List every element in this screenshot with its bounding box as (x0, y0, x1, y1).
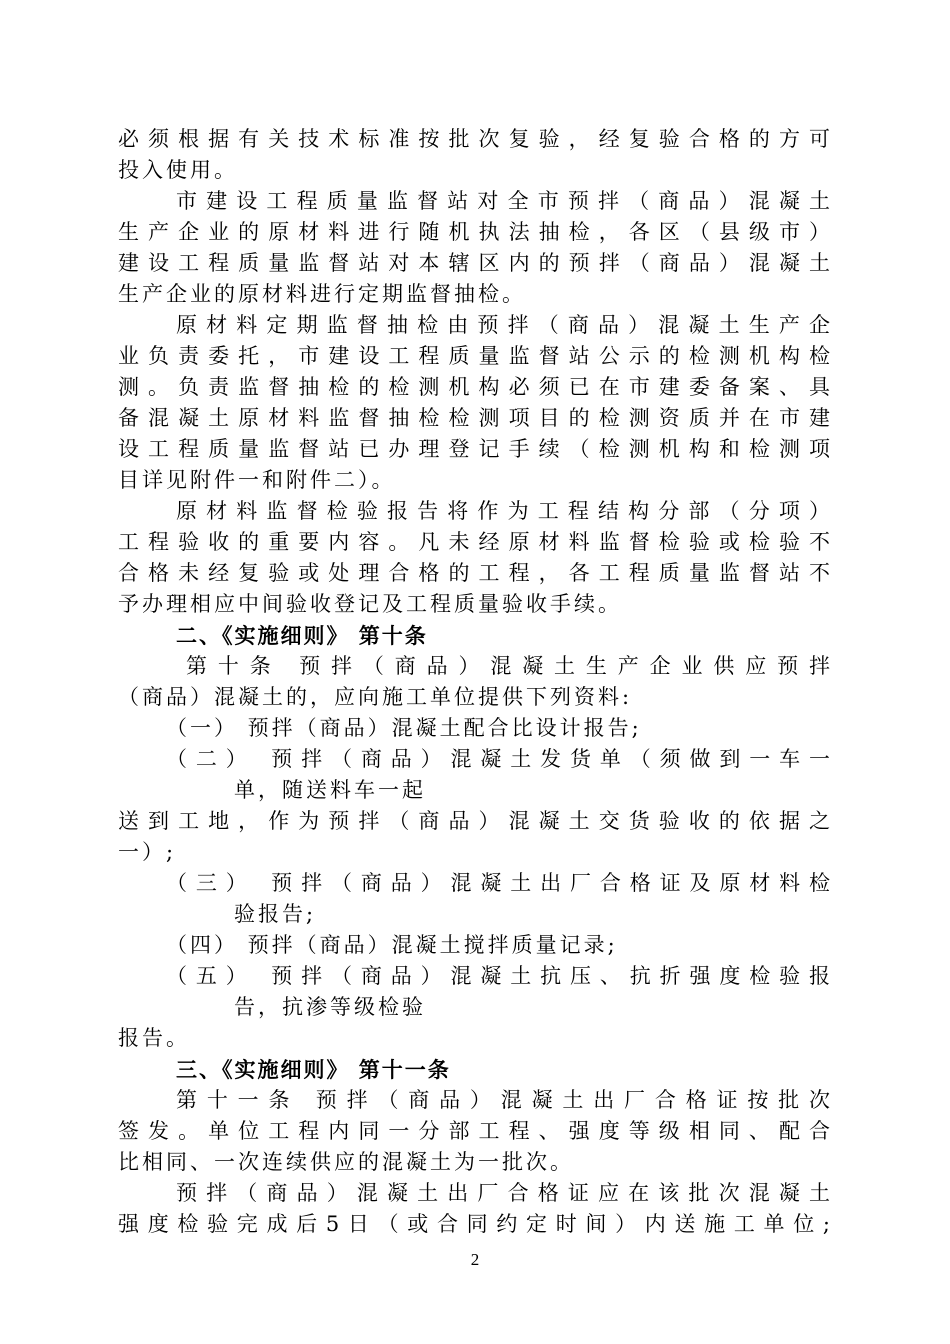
list-item-continuation: 告，抗渗等级检验 (234, 995, 426, 1019)
paragraph-line: 强度检验完成后5日（或合同约定时间）内送施工单位; (118, 1212, 830, 1236)
page-number: 2 (470, 1250, 480, 1269)
paragraph-line: 建设工程质量监督站对本辖区内的预拌（商品）混凝土 (118, 251, 830, 275)
paragraph-line: 第十一条 预拌（商品）混凝土出厂合格证按批次 (176, 1088, 830, 1112)
paragraph-line: 目详见附件一和附件二）。 (118, 468, 396, 492)
paragraph-line: 送到工地，作为预拌（商品）混凝土交货验收的依据之 (118, 809, 830, 833)
paragraph-line: 第十条 预拌（商品）混凝土生产企业供应预拌 (186, 654, 830, 678)
paragraph-line: 生产企业的原材料进行随机执法抽检，各区（县级市） (118, 220, 830, 244)
section-heading: 二、《实施细则》 第十条 (176, 623, 428, 648)
paragraph-line: 签发。单位工程内同一分部工程、强度等级相同、配合 (118, 1119, 830, 1143)
paragraph-line: 合格未经复验或处理合格的工程，各工程质量监督站不 (118, 561, 830, 585)
paragraph-line: 投入使用。 (118, 158, 238, 182)
paragraph-line: 必须根据有关技术标准按批次复验，经复验合格的方可 (118, 127, 830, 151)
list-item: （三） 预拌（商品）混凝土出厂合格证及原材料检 (166, 871, 830, 895)
list-item-continuation: 单，随送料车一起 (234, 778, 426, 802)
section-heading: 三、《实施细则》 第十一条 (176, 1057, 451, 1082)
paragraph-line: 备混凝土原材料监督抽检检测项目的检测资质并在市建 (118, 406, 830, 430)
paragraph-line: 市建设工程质量监督站对全市预拌（商品）混凝土 (176, 189, 830, 213)
paragraph-line: 生产企业的原材料进行定期监督抽检。 (118, 282, 526, 306)
paragraph-line: 予办理相应中间验收登记及工程质量验收手续。 (118, 592, 622, 616)
paragraph-line: 原材料监督检验报告将作为工程结构分部（分项） (176, 499, 830, 523)
paragraph-line: 原材料定期监督抽检由预拌（商品）混凝土生产企 (176, 313, 830, 337)
paragraph-line: （商品）混凝土的，应向施工单位提供下列资料: (118, 685, 633, 709)
paragraph-line: 业负责委托，市建设工程质量监督站公示的检测机构检 (118, 344, 830, 368)
list-item: （二） 预拌（商品）混凝土发货单（须做到一车一 (166, 747, 830, 771)
paragraph-line: 比相同、一次连续供应的混凝土为一批次。 (118, 1150, 574, 1174)
paragraph-line: 报告。 (118, 1026, 190, 1050)
list-item-continuation: 验报告; (234, 902, 317, 926)
paragraph-line: 预拌（商品）混凝土出厂合格证应在该批次混凝土 (176, 1181, 830, 1205)
paragraph-line: 测。负责监督抽检的检测机构必须已在市建委备案、具 (118, 375, 830, 399)
list-item: （五） 预拌（商品）混凝土抗压、抗折强度检验报 (166, 964, 830, 988)
list-item: （四） 预拌（商品）混凝土搅拌质量记录; (166, 933, 618, 957)
paragraph-line: 工程验收的重要内容。凡未经原材料监督检验或检验不 (118, 530, 830, 554)
paragraph-line: 一）; (118, 840, 177, 864)
paragraph-line: 设工程质量监督站已办理登记手续（检测机构和检测项 (118, 437, 830, 461)
list-item: （一） 预拌（商品）混凝土配合比设计报告; (166, 716, 642, 740)
